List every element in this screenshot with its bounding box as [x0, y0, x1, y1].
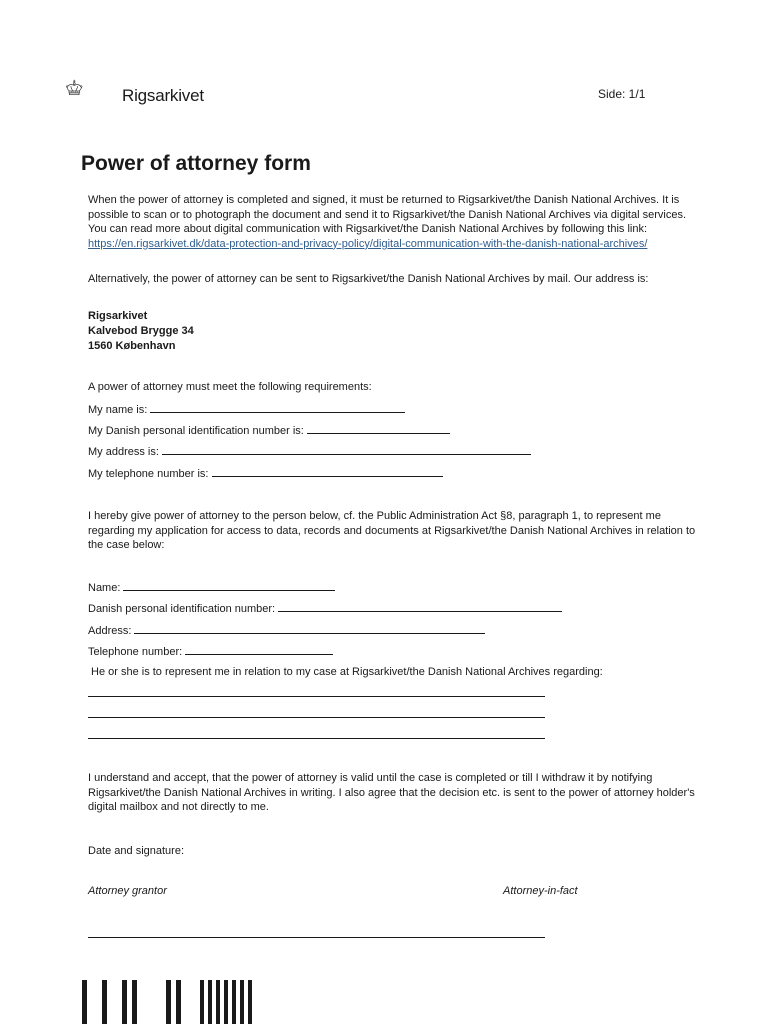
page-number: Side: 1/1: [598, 87, 646, 101]
logo-wordmark: Rigsarkivet: [122, 86, 204, 105]
attorney-name-label: Name:: [88, 582, 121, 594]
barcode-icon: [80, 980, 260, 1024]
crown-logo-icon: [66, 66, 122, 110]
my-name-label: My name is:: [88, 404, 148, 416]
signature-line[interactable]: [88, 937, 545, 938]
my-telephone-label: My telephone number is:: [88, 468, 209, 480]
address-line-3: 1560 København: [88, 340, 176, 352]
attorney-name-field[interactable]: [88, 580, 335, 595]
intro-paragraph: [88, 193, 698, 251]
mail-alternative-paragraph: Alternatively, the power of attorney can be sent to Rigsarkivet/the Danish National Archives by mail. Our address is:: [88, 273, 649, 285]
my-cpr-field[interactable]: [88, 423, 450, 438]
page-title: Power of attorney form: [81, 152, 311, 175]
requirements-heading: A power of attorney must meet the following requirements:: [88, 381, 372, 393]
my-address-field[interactable]: [88, 444, 531, 459]
case-subject-line-2[interactable]: [88, 717, 545, 718]
acceptance-paragraph: I understand and accept, that the power of attorney is valid until the case is completed or till I withdraw it by notifying Rigsarkivet/the Danish National Archives in writing. I also agree that the decision etc. is sent to the power of attorney holder's digital mailbox and not directly to me.: [88, 772, 695, 814]
attorney-address-label: Address:: [88, 625, 132, 637]
privacy-policy-link[interactable]: https://en.rigsarkivet.dk/data-protection-and-privacy-policy/digital-communication-with-the-danish-national-archives/: [88, 237, 648, 250]
case-subject-line-3[interactable]: [88, 738, 545, 739]
my-telephone-field[interactable]: [88, 466, 443, 481]
my-name-field[interactable]: [88, 402, 405, 417]
case-subject-line-1[interactable]: [88, 696, 545, 697]
attorney-telephone-label: Telephone number:: [88, 646, 183, 658]
address-line-1: Rigsarkivet: [88, 310, 148, 322]
intro-text: When the power of attorney is completed and signed, it must be returned to Rigsarkivet/the Danish National Archives. It is possible to scan or to photograph the document and send it to Rigsarkivet/the Danish National Archives via digital services. You can read more about digital communication with Rigsarkivet/the Danish National Archives by following this link:: [88, 194, 686, 236]
attorney-cpr-field[interactable]: [88, 601, 562, 616]
represent-statement: He or she is to represent me in relation to my case at Rigsarkivet/the Danish National Archives regarding:: [91, 666, 603, 678]
attorney-grantor-label: Attorney grantor: [88, 885, 167, 897]
attorney-cpr-label: Danish personal identification number:: [88, 603, 276, 615]
date-signature-label: Date and signature:: [88, 845, 185, 857]
my-address-label: My address is:: [88, 446, 159, 458]
address-line-2: Kalvebod Brygge 34: [88, 325, 194, 337]
my-cpr-label: My Danish personal identification number is:: [88, 425, 304, 437]
attorney-address-field[interactable]: [88, 623, 485, 638]
grant-paragraph: I hereby give power of attorney to the person below, cf. the Public Administration Act §8, paragraph 1, to represent me regarding my application for access to data, records and documents at Rigsarkivet/the Danish National Archives in relation to the case below:: [88, 510, 696, 552]
attorney-telephone-field[interactable]: [88, 644, 333, 659]
attorney-in-fact-label: Attorney-in-fact: [503, 885, 578, 897]
